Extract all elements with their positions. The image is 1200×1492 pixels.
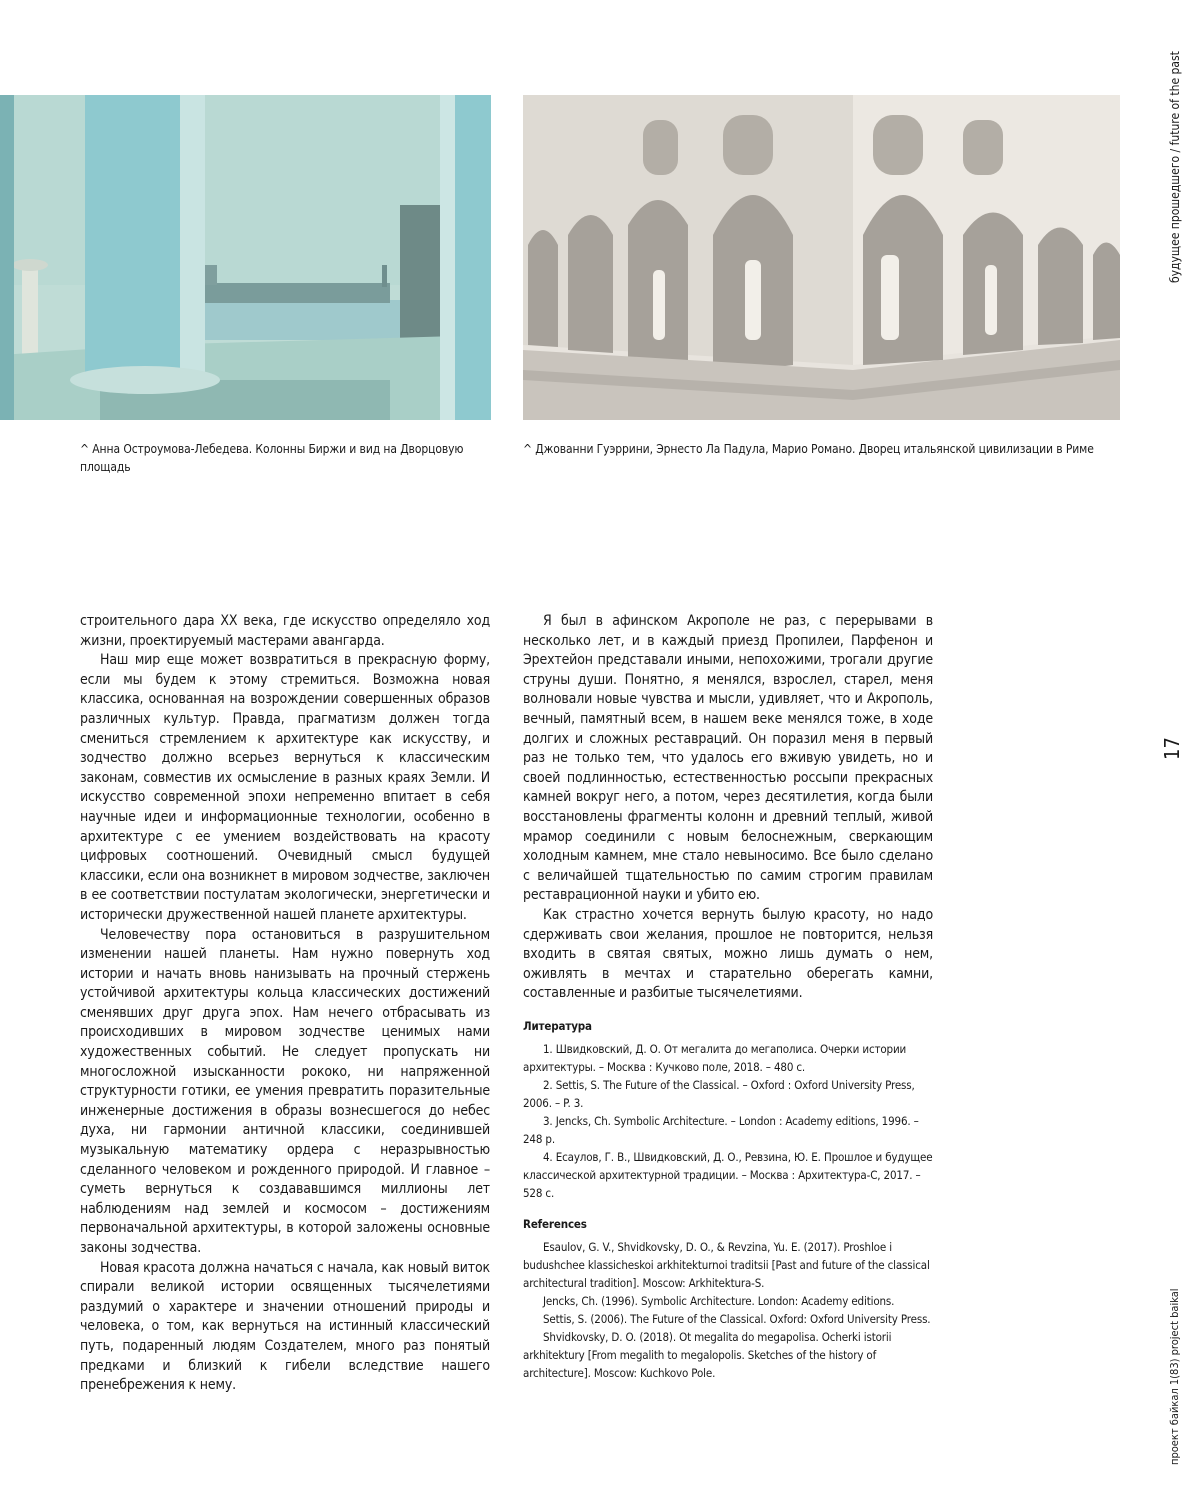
figure-caption-right: ^ Джованни Гуэррини, Эрнесто Ла Падула, Марио Романо. Дворец итальянской цивилизации в Риме [523, 442, 1094, 456]
literature-item: 3. Jencks, Ch. Symbolic Architecture. – London : Academy editions, 1996. – 248 p. [523, 1113, 919, 1146]
reference-item: Shvidkovsky, D. O. (2018). Ot megalita do megapolisa. Ocherki istorii arkhitektury [From megalith to megalopolis. Sketches of the history of architecture]. Moscow: Kuchkovo Pole. [523, 1329, 892, 1380]
figure-caption-left: ^ Анна Остроумова-Лебедева. Колонны Биржи и вид на Дворцовую площадь [80, 442, 464, 474]
paragraph: Как страстно хочется вернуть былую красоту, но надо сдерживать свои желания, прошлое не повторится, нельзя входить в святая святых, можно лишь думать о нем, оживлять в мечтах и старательно оберегать камни, составленные и разбитые тысячелетиями. [523, 906, 933, 1002]
reference-item: Settis, S. (2006). The Future of the Classical. Oxford: Oxford University Press. [543, 1311, 931, 1326]
literature-item: 1. Швидковский, Д. О. От мегалита до мегаполиса. Очерки истории архитектуры. – Москва : Кучково поле, 2018. – 480 с. [523, 1041, 907, 1074]
paragraph: Человечеству пора остановиться в разрушительном изменении нашей планеты. Нам нужно повернуть ход истории и начать вновь нанизывать на прочный стержень устойчивой архитектуры кольца классических достижений сменявших друг друга эпох. Нам нечего отбрасывать из происходивших в мировом зодчестве ценимых нами художественных событий. Не следует пропускать ни многосложной изысканности рококо, ни напряженной структурности готики, ее умения превратить поразительные инженерные достижения в образы вознесшегося до небес духа, ни гармонии античной классики, соединившей музыкальную математику ордера с неразрывностью сделанного человеком и рожденного природой. И главное – суметь вернуться к создававшимся миллионы лет наблюдениям над землей и космосом – достижениям первоначальной архитектуры, в которой заложены основные законы зодчества. [80, 926, 490, 1256]
text-column-right [523, 612, 933, 1382]
literature-item: 2. Settis, S. The Future of the Classical. – Oxford : Oxford University Press, 2006. – P. 3. [523, 1077, 915, 1110]
text-column-left [80, 612, 490, 1396]
reference-item: Esaulov, G. V., Shvidkovsky, D. O., & Revzina, Yu. E. (2017). Proshloe i budushchee klassicheskoi arkhitekturnoi traditsii [Past and future of the classical architectural tradition]. Moscow: Arkhitektura-S. [523, 1239, 930, 1290]
paragraph: строительного дара XX века, где искусство определяло ход жизни, проектируемый мастерами авангарда. [80, 613, 490, 649]
running-head: будущее прошедшего / future of the past [1168, 51, 1182, 283]
reference-item: Jencks, Ch. (1996). Symbolic Architecture. London: Academy editions. [543, 1293, 895, 1308]
references-heading: References [523, 1216, 587, 1231]
literature-heading: Литература [523, 1018, 592, 1033]
paragraph: Новая красота должна начаться с начала, как новый виток спирали великой истории освященных тысячелетиями раздумий о характере и значении отношений природы и человека, о том, как вернуться на истинный классический путь, подаренный людям Создателем, много раз понятый предками и близкий к гибели вследствие нашего пренебрежения к нему. [80, 1259, 490, 1394]
photo-illustration [523, 95, 1120, 420]
figure-palazzo-civilta [523, 95, 1120, 420]
paragraph: Наш мир еще может возвратиться в прекрасную форму, если мы будем к этому стремиться. Возможна новая классика, основанная на возрождении совершенных образов различных культур. Правда, прагматизм должен тогда смениться стремлением к архитектуре как искусству, и зодчество должно всерьез вернуться к классическим законам, совместив их осмысление в разных краях Земли. И искусство современной эпохи непременно впитает в себя научные идеи и информационные технологии, особенно в архитектуре с ее умением воздействовать на красоту цифровых соотношений. Очевидный смысл будущей классики, если она возникнет в мировом зодчестве, заключен в ее соответствии постулатам экологически, энергетически и исторически дружественной нашей планете архитектуры. [80, 652, 490, 923]
literature-item: 4. Есаулов, Г. В., Швидковский, Д. О., Ревзина, Ю. Е. Прошлое и будущее классической архитектурной традиции. – Москва : Архитектура-С, 2017. – 528 с. [523, 1149, 933, 1200]
painting-illustration [0, 95, 491, 420]
paragraph: Я был в афинском Акрополе не раз, с перерывами в несколько лет, и в каждый приезд Пропилеи, Парфенон и Эрехтейон представали иными, непохожими, трогали другие струны души. Понятно, я менялся, взрослел, старел, меня волновали новые чувства и мысли, удивляет, что и Акрополь, вечный, памятный всем, в нашем веке менялся тоже, в ходе долгих и сложных реставраций. Он поразил меня в первый раз не только тем, что удалось его вживую увидеть, но и своей подлинностью, естественностью россыпи прекрасных камней вокруг него, а потом, через десятилетия, когда были восстановлены фрагменты колонн и древний теплый, живой мрамор соединили с новым белоснежным, сверкающим холодным камнем, мне стало невыносимо. Все было сделано с величайшей тщательностью по самим строгим правилам реставрационной науки и убито ею. [523, 613, 933, 904]
figure-exchange-colonnade [0, 95, 491, 420]
magazine-footer: проект байкал 1(83) project baikal [1168, 1288, 1181, 1465]
page-number: 17 [1160, 737, 1184, 760]
